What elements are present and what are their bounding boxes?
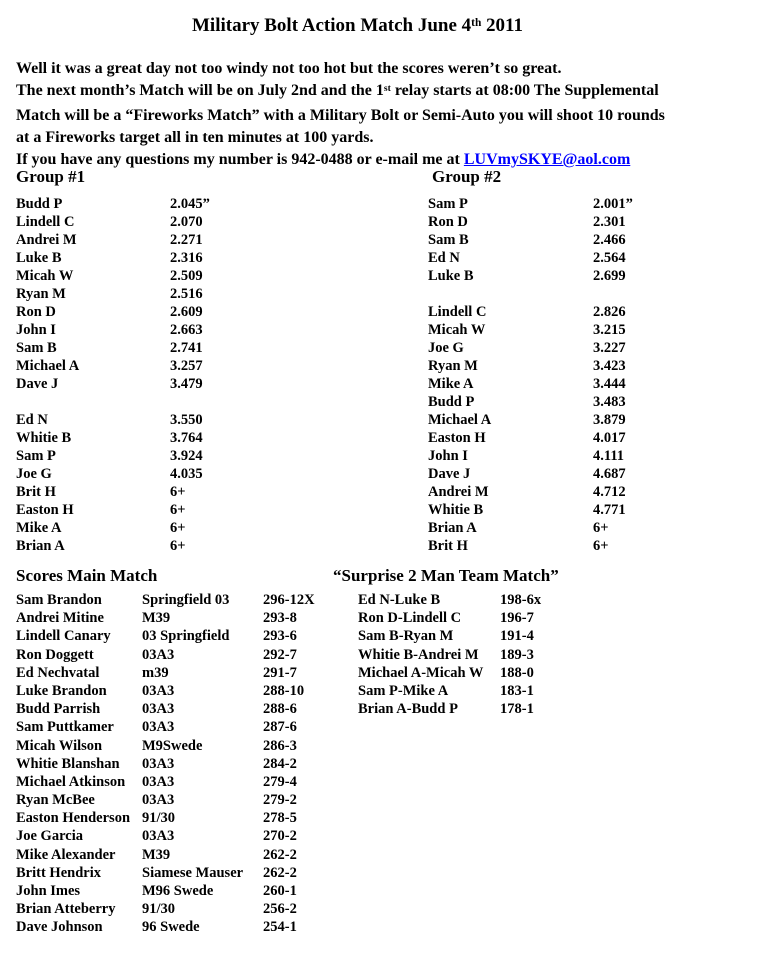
group1-row <box>16 375 210 393</box>
shooter-name: Budd Parrish <box>16 701 101 718</box>
main-match-row <box>16 664 315 682</box>
group-size-value: 2.070 <box>170 214 203 230</box>
main-match-row <box>16 755 315 773</box>
shooter-name: Sam B <box>16 340 57 356</box>
group-size-value: 2.826 <box>593 304 626 320</box>
match-score: 293-6 <box>263 628 297 645</box>
group-size-value: 6+ <box>170 520 186 536</box>
title-year: 2011 <box>481 15 523 36</box>
team-names: Ron D-Lindell C <box>358 610 462 627</box>
rifle-model: 03A3 <box>142 701 175 718</box>
match-score: 270-2 <box>263 828 297 845</box>
shooter-name: Brit H <box>16 484 56 500</box>
group-size-value: 4.771 <box>593 502 626 518</box>
shooter-name: Ed N <box>16 412 48 428</box>
shooter-name: Lindell Canary <box>16 628 111 645</box>
match-score: 278-5 <box>263 810 297 827</box>
main-match-row <box>16 627 315 645</box>
shooter-name: Andrei Mitine <box>16 610 104 627</box>
shooter-name: Luke Brandon <box>16 682 107 699</box>
team-names: Sam B-Ryan M <box>358 628 454 645</box>
match-score: 262-2 <box>263 846 297 863</box>
shooter-name: John Imes <box>16 883 81 899</box>
group2-row <box>428 285 633 303</box>
shooter-name: John I <box>16 322 56 338</box>
group2-row <box>428 303 633 321</box>
group1-row <box>16 519 210 537</box>
shooter-name: Joe Garcia <box>16 828 83 845</box>
shooter-name: John I <box>428 448 468 464</box>
team-score: 198-6x <box>500 592 542 608</box>
rifle-model: 03A3 <box>142 773 175 790</box>
group-size-value: 4.035 <box>170 466 203 482</box>
shooter-name: Joe G <box>428 340 464 356</box>
group2-row <box>428 213 633 231</box>
match-score: 296-12X <box>263 592 315 608</box>
group-size-value: 3.879 <box>593 412 626 428</box>
team-names: Ed N-Luke B <box>358 592 441 608</box>
group1-list <box>16 195 210 555</box>
group2-row <box>428 483 633 501</box>
group-size-value: 2.609 <box>170 304 203 320</box>
group-size-value: 2.741 <box>170 340 203 356</box>
shooter-name: Ron D <box>16 304 56 320</box>
shooter-name: Lindell C <box>428 304 487 320</box>
shooter-name: Mike Alexander <box>16 846 116 863</box>
team-match-row <box>358 664 541 682</box>
main-match-row <box>16 918 315 936</box>
rifle-model: M39 <box>142 610 171 627</box>
group1-row <box>16 267 210 285</box>
team-match-row <box>358 627 541 645</box>
group2-row <box>428 411 633 429</box>
shooter-name <box>428 285 593 303</box>
relay-ordinal-superscript: st <box>383 82 391 94</box>
team-score: 189-3 <box>500 646 534 663</box>
match-score: 293-8 <box>263 610 297 627</box>
group-size-value: 6+ <box>593 538 609 554</box>
shooter-name: Ed N <box>428 250 460 266</box>
shooter-name: Luke B <box>16 250 62 266</box>
shooter-name: Lindell C <box>16 214 75 230</box>
group2-row <box>428 339 633 357</box>
match-score: 279-4 <box>263 773 297 790</box>
group2-heading: Group #2 <box>432 167 502 186</box>
shooter-name: Dave J <box>428 466 471 482</box>
shooter-name: Easton Henderson <box>16 810 131 827</box>
group1-row <box>16 249 210 267</box>
rifle-model: M9Swede <box>142 737 203 754</box>
shooter-name: Ryan M <box>16 286 66 302</box>
group-size-value: 3.257 <box>170 358 203 374</box>
rifle-model: 03A3 <box>142 792 175 809</box>
main-match-table <box>16 591 315 937</box>
shooter-name: Michael A <box>16 358 80 374</box>
intro-line-4: at a Fireworks target all in ten minutes at 100 yards. <box>16 128 374 146</box>
shooter-name: Sam P <box>428 196 468 212</box>
shooter-name: Sam Brandon <box>16 592 102 608</box>
group-size-value: 2.466 <box>593 232 626 248</box>
rifle-model: M39 <box>142 846 171 863</box>
team-score: 188-0 <box>500 664 534 681</box>
team-match-row <box>358 591 541 609</box>
rifle-model: 03A3 <box>142 755 175 772</box>
group1-row <box>16 231 210 249</box>
shooter-name: Budd P <box>428 394 475 410</box>
shooter-name: Easton H <box>16 502 74 518</box>
shooter-name: Michael Atkinson <box>16 773 126 790</box>
main-match-row <box>16 646 315 664</box>
match-score: 288-10 <box>263 682 305 699</box>
intro-paragraph <box>16 58 665 171</box>
shooter-name: Brian Atteberry <box>16 901 116 918</box>
match-score: 286-3 <box>263 737 297 754</box>
group2-row <box>428 501 633 519</box>
shooter-name: Micah W <box>428 322 486 338</box>
rifle-model: 03A3 <box>142 646 175 663</box>
team-score: 183-1 <box>500 682 534 699</box>
shooter-name: Ron D <box>428 214 468 230</box>
group1-row <box>16 195 210 213</box>
group1-row <box>16 501 210 519</box>
group-size-value: 4.111 <box>593 448 625 464</box>
group2-row <box>428 465 633 483</box>
group-size-value: 3.764 <box>170 430 203 446</box>
group2-row <box>428 519 633 537</box>
group-size-value: 3.423 <box>593 358 626 374</box>
intro-line-3: Match will be a “Fireworks Match” with a Military Bolt or Semi-Auto you will shoot 10 rounds <box>16 106 665 124</box>
shooter-name: Andrei M <box>16 232 77 248</box>
match-score: 262-2 <box>263 864 297 881</box>
shooter-name: Ryan McBee <box>16 792 95 809</box>
group2-row <box>428 249 633 267</box>
intro-line-2-text: The next month’s Match will be on July 2nd and the 1 <box>16 82 384 100</box>
group-size-value: 4.017 <box>593 430 626 446</box>
shooter-name: Andrei M <box>428 484 489 500</box>
main-match-row <box>16 809 315 827</box>
main-match-row <box>16 591 315 609</box>
group-size-value: 2.271 <box>170 232 203 248</box>
group-size-value: 3.444 <box>593 376 626 392</box>
rifle-model: Siamese Mauser <box>142 864 244 881</box>
group2-row <box>428 447 633 465</box>
team-match-row <box>358 646 541 664</box>
group-size-value: 2.564 <box>593 250 626 266</box>
shooter-name: Sam P <box>16 448 56 464</box>
shooter-name: Britt Hendrix <box>16 864 101 881</box>
shooter-name: Dave Johnson <box>16 919 103 936</box>
match-score: 254-1 <box>263 919 297 936</box>
group-size-value: 2.663 <box>170 322 203 338</box>
match-score: 284-2 <box>263 755 297 772</box>
group1-row <box>16 537 210 555</box>
group1-row <box>16 303 210 321</box>
group-size-value: 6+ <box>170 502 186 518</box>
shooter-name: Ryan M <box>428 358 478 374</box>
group1-heading: Group #1 <box>16 167 86 186</box>
group-size-value: 4.687 <box>593 466 626 482</box>
group2-row <box>428 537 633 555</box>
team-score: 191-4 <box>500 628 534 645</box>
group1-row <box>16 411 210 429</box>
match-score: 292-7 <box>263 646 297 663</box>
shooter-name: Brit H <box>428 538 468 554</box>
group1-row <box>16 285 210 303</box>
team-match-heading: “Surprise 2 Man Team Match” <box>333 566 559 585</box>
match-score: 291-7 <box>263 664 297 681</box>
intro-line-5 <box>16 149 665 171</box>
team-match-row <box>358 700 541 718</box>
shooter-name: Mike A <box>428 376 474 392</box>
title-text: Military Bolt Action Match June 4 <box>191 15 472 36</box>
group1-row <box>16 213 210 231</box>
main-match-row <box>16 682 315 700</box>
team-names: Brian A-Budd P <box>358 701 458 718</box>
shooter-name: Whitie Blanshan <box>16 755 120 772</box>
match-score: 287-6 <box>263 719 297 736</box>
main-match-row <box>16 900 315 918</box>
match-score: 279-2 <box>263 792 297 809</box>
group2-row <box>428 393 633 411</box>
main-match-row <box>16 827 315 845</box>
group2-row <box>428 195 633 213</box>
match-score: 288-6 <box>263 701 297 718</box>
group-size-value: 3.479 <box>170 376 203 392</box>
shooter-name: Sam B <box>428 232 469 248</box>
intro-line-2-rest: relay starts at 08:00 The Supplemental <box>390 82 659 100</box>
match-score: 260-1 <box>263 883 297 899</box>
shooter-name: Whitie B <box>428 502 484 518</box>
main-match-row <box>16 773 315 791</box>
main-match-row <box>16 700 315 718</box>
group1-row <box>16 393 210 411</box>
shooter-name: Brian A <box>16 538 65 554</box>
shooter-name: Budd P <box>16 196 63 212</box>
rifle-model: M96 Swede <box>142 883 214 899</box>
group-size-value: 2.301 <box>593 214 626 230</box>
page-title <box>0 13 715 41</box>
intro-line-1: Well it was a great day not too windy not too hot but the scores weren’t so great. <box>16 60 562 77</box>
shooter-name <box>16 393 170 411</box>
shooter-name: Dave J <box>16 376 59 392</box>
group2-list <box>428 195 633 555</box>
main-match-row <box>16 718 315 736</box>
rifle-model: 03A3 <box>142 682 175 699</box>
group-size-value: 3.924 <box>170 448 203 464</box>
group-size-value: 6+ <box>170 484 186 500</box>
group-size-value: 3.227 <box>593 340 626 356</box>
main-match-row <box>16 864 315 882</box>
group1-row <box>16 447 210 465</box>
main-match-row <box>16 737 315 755</box>
group-size-value: 6+ <box>593 520 609 536</box>
shooter-name: Michael A <box>428 412 492 428</box>
shooter-name: Sam Puttkamer <box>16 719 114 736</box>
team-match-row <box>358 609 541 627</box>
main-match-heading: Scores Main Match <box>16 566 158 585</box>
group-size-value: 3.483 <box>593 394 626 410</box>
main-match-row <box>16 846 315 864</box>
shooter-name: Joe G <box>16 466 52 482</box>
rifle-model: 03 Springfield <box>142 628 230 645</box>
shooter-name: Micah W <box>16 268 74 284</box>
group2-row <box>428 231 633 249</box>
shooter-name: Luke B <box>428 268 474 284</box>
group2-row <box>428 357 633 375</box>
rifle-model: 03A3 <box>142 828 175 845</box>
group1-row <box>16 357 210 375</box>
rifle-model: 96 Swede <box>142 919 200 936</box>
group-size-value: 6+ <box>170 538 186 554</box>
rifle-model: 03A3 <box>142 719 175 736</box>
group-size-value: 2.509 <box>170 268 203 284</box>
group1-row <box>16 339 210 357</box>
title-ordinal-superscript: th <box>471 16 482 29</box>
group-size-value: 2.001” <box>593 196 633 212</box>
rifle-model: 91/30 <box>142 901 176 918</box>
team-score: 196-7 <box>500 610 534 627</box>
main-match-row <box>16 882 315 900</box>
team-match-row <box>358 682 541 700</box>
group1-row <box>16 465 210 483</box>
main-match-row <box>16 609 315 627</box>
rifle-model: m39 <box>142 664 169 681</box>
group1-row <box>16 321 210 339</box>
match-score: 256-2 <box>263 901 297 918</box>
intro-line-2 <box>16 80 665 104</box>
shooter-name: Brian A <box>428 520 477 536</box>
shooter-name: Ed Nechvatal <box>16 664 100 681</box>
rifle-model: 91/30 <box>142 810 176 827</box>
shooter-name: Easton H <box>428 430 486 446</box>
team-names: Michael A-Micah W <box>358 664 484 681</box>
group-size-value: 3.215 <box>593 322 626 338</box>
group2-row <box>428 375 633 393</box>
shooter-name: Whitie B <box>16 430 72 446</box>
group-size-value: 2.516 <box>170 286 203 302</box>
group-size-value: 4.712 <box>593 484 626 500</box>
group2-row <box>428 429 633 447</box>
group-size-value: 2.316 <box>170 250 203 266</box>
email-link[interactable]: LUVmySKYE@aol.com <box>463 151 631 169</box>
group1-row <box>16 483 210 501</box>
shooter-name: Mike A <box>16 520 62 536</box>
team-names: Sam P-Mike A <box>358 682 449 699</box>
team-score: 178-1 <box>500 701 534 718</box>
group2-row <box>428 267 633 285</box>
group1-row <box>16 429 210 447</box>
shooter-name: Ron Doggett <box>16 646 94 663</box>
group-size-value: 3.550 <box>170 412 203 428</box>
rifle-model: Springfield 03 <box>142 592 230 608</box>
main-match-row <box>16 791 315 809</box>
team-match-table <box>358 591 541 718</box>
shooter-name: Micah Wilson <box>16 737 103 754</box>
team-names: Whitie B-Andrei M <box>358 646 479 663</box>
group2-row <box>428 321 633 339</box>
group-size-value: 2.699 <box>593 268 626 284</box>
contact-text: If you have any questions my number is 942-0488 or e-mail me at <box>16 151 464 169</box>
group-size-value: 2.045” <box>170 196 210 212</box>
